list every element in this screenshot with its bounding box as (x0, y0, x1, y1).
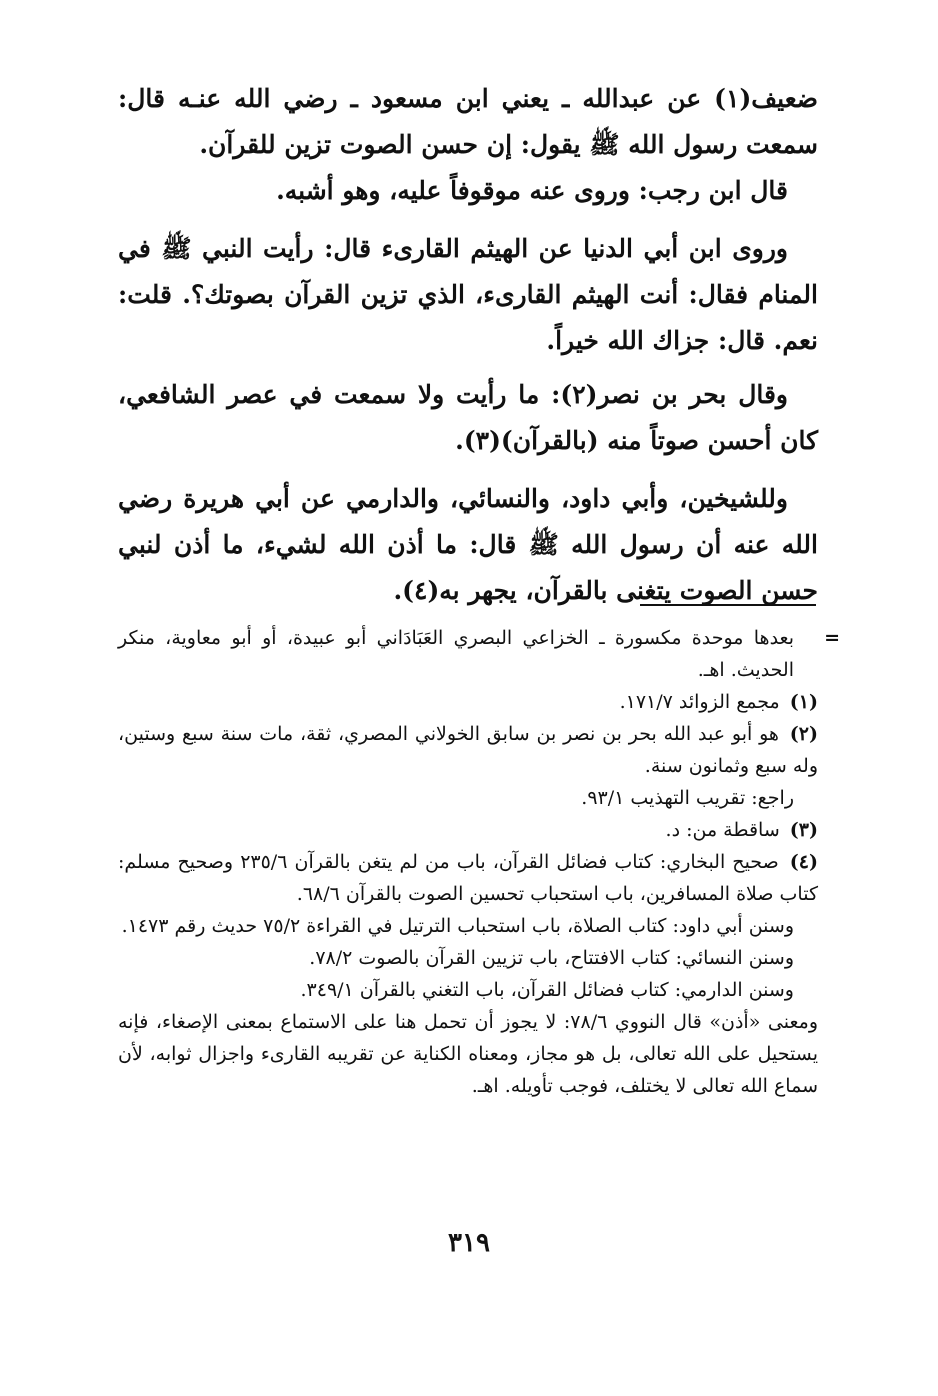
footnote-2-text: هو أبو عبد الله بحر بن نصر بن سابق الخولاني المصري، ثقة، مات سنة سبع وستين، وله سبع وثمانون سنة. (118, 723, 818, 777)
footnote-2-number: (٢) (789, 723, 818, 745)
main-text (118, 76, 818, 614)
footnote-3-number: (٣) (789, 819, 818, 841)
footnote-3 (118, 814, 818, 846)
footnote-continued (118, 622, 840, 686)
paragraph-1: ضعيف(١) عن عبدالله ـ يعني ابن مسعود ـ رضي الله عنـه قال: سمعت رسول الله ﷺ يقول: إن حسن الصوت تزين للقرآن. (118, 84, 818, 159)
footnote-3-text: ساقطة من: د. (665, 819, 780, 841)
paragraph-5: وللشيخين، وأبي داود، والنسائي، والدارمي عن أبي هريرة رضي الله عنه أن رسول الله ﷺ قال: ما أذن الله لشيء، ما أذن لنبي حسن الصوت يتغنى بالقرآن، يجهر به(٤). (118, 484, 818, 605)
footnote-1 (118, 686, 818, 718)
paragraph-4: وقال بحر بن نصر(٢): ما رأيت ولا سمعت في عصر الشافعي، كان أحسن صوتاً منه (بالقرآن)(٣). (118, 380, 818, 455)
footnote-separator (640, 604, 816, 606)
footnote-4-darimi: وسنن الدارمي: كتاب فضائل القرآن، باب التغني بالقرآن ٣٤٩/١. (300, 979, 794, 1001)
footnote-continued-text: بعدها موحدة مكسورة ـ الخزاعي البصري العَبَادَاني أبو عبيدة، أو أبو معاوية، منكر الحديث. اهـ. (118, 627, 794, 681)
footnote-4-number: (٤) (789, 851, 819, 873)
continuation-mark: = (824, 627, 840, 649)
page-number: ٣١٩ (448, 1228, 490, 1258)
footnotes (118, 622, 840, 1102)
footnote-4-nasai: وسنن النسائي: كتاب الافتتاح، باب تزيين القرآن بالصوت ٧٨/٢. (309, 947, 794, 969)
footnote-2 (118, 718, 818, 782)
footnote-4-text: صحيح البخاري: كتاب فضائل القرآن، باب من لم يتغن بالقرآن ٢٣٥/٦ وصحيح مسلم: كتاب صلاة المسافرين، باب استحباب تحسين الصوت بالقرآن ٦٨/٦. (118, 851, 818, 905)
footnote-4-abudawud: وسنن أبي داود: كتاب الصلاة، باب استحباب الترتيل في القراءة ٧٥/٢ حديث رقم ١٤٧٣. (121, 915, 794, 937)
footnote-4-meaning: ومعنى «أذن» قال النووي ٧٨/٦: لا يجوز أن تحمل هنا على الاستماع بمعنى الإصغاء، فإنه يستحيل على الله تعالى، بل هو مجاز، ومعناه الكناية عن تقريبه القارىء واجزال ثوابه، لأن سماع الله تعالى لا يختلف، فوجب تأويله. اهـ. (118, 1011, 819, 1097)
footnote-2-reference: راجع: تقريب التهذيب ٩٣/١. (581, 787, 794, 809)
footnote-1-text: مجمع الزوائد ١٧١/٧. (619, 691, 780, 713)
footnote-4 (118, 846, 818, 910)
footnote-1-number: (١) (789, 691, 818, 713)
paragraph-2: قال ابن رجب: وروى عنه موقوفاً عليه، وهو أشبه. (276, 176, 788, 205)
paragraph-3: وروى ابن أبي الدنيا عن الهيثم القارىء قال: رأيت النبي ﷺ في المنام فقال: أنت الهيثم القارىء، الذي تزين القرآن بصوتك؟. قلت: نعم. قال: جزاك الله خيراً. (118, 234, 818, 355)
